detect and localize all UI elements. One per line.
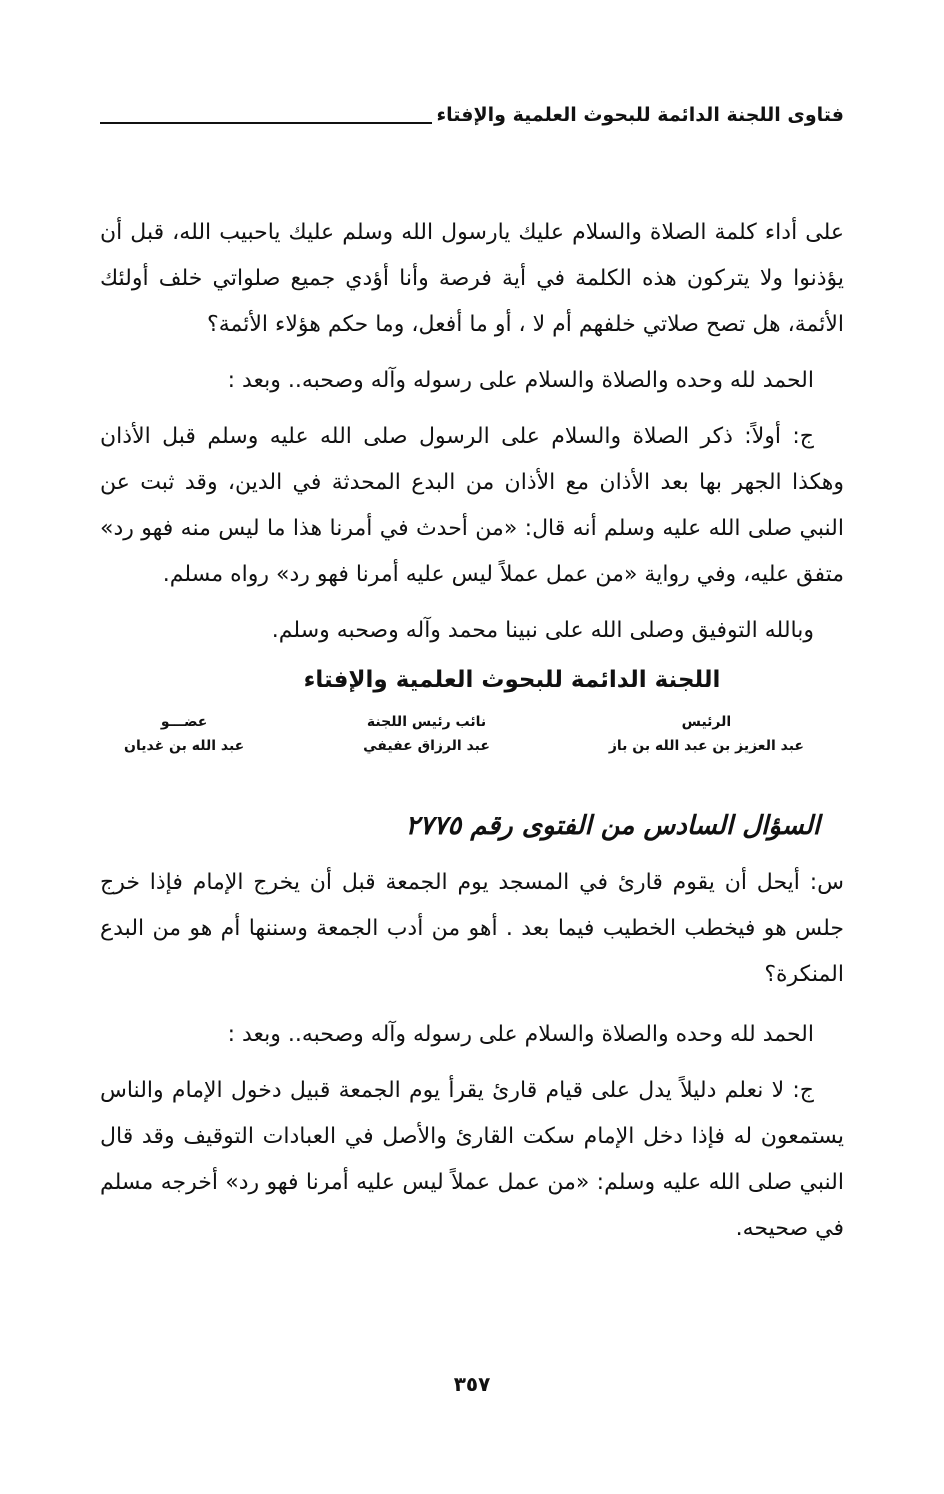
signatory-role: عضـــو: [160, 714, 208, 730]
signatory-name: عبد العزيز بن عبد الله بن باز: [608, 738, 804, 754]
praise-opening-2: الحمد لله وحده والصلاة والسلام على رسوله وآله وصحبه.. وبعد :: [227, 1022, 814, 1047]
committee-name: اللجنة الدائمة للبحوث العلمية والإفتاء: [303, 667, 721, 693]
answer-2: ج: لا نعلم دليلاً يدل على قيام قارئ يقرأ يوم الجمعة قبيل دخول الإمام والناس يستمعون له فإذا دخل الإمام سكت القارئ والأصل في العبادات التوقيف وقد قال النبي صلى الله عليه وسلم: «من عمل عملاً ليس عليه أمرنا فهو رد» أخرجه مسلم في صحيحه.: [100, 1078, 844, 1241]
question-2-heading: السؤال السادس من الفتوى رقم ٢٧٧٥: [405, 811, 820, 841]
signatory-name: عبد الرزاق عفيفي: [363, 738, 490, 754]
closing-prayer: وبالله التوفيق وصلى الله على نبينا محمد وآله وصحبه وسلم.: [271, 618, 814, 643]
signatory-vice-chairman: [363, 710, 490, 758]
question-2: س: أيحل أن يقوم قارئ في المسجد يوم الجمعة قبل أن يخرج الإمام فإذا خرج جلس هو فيخطب الخطيب فيما بعد . أهو من أدب الجمعة وسننها أم هو من البدع المنكرة؟: [100, 870, 844, 987]
praise-opening-1: الحمد لله وحده والصلاة والسلام على رسوله وآله وصحبه.. وبعد :: [227, 368, 814, 393]
signatory-chairman: [609, 710, 804, 758]
signatories: [124, 710, 804, 758]
signatory-role: الرئيس: [681, 714, 732, 730]
signatory-member: [124, 710, 244, 758]
running-header-title: فتاوى اللجنة الدائمة للبحوث العلمية والإفتاء: [436, 104, 844, 126]
answer-1: ج: أولاً: ذكر الصلاة والسلام على الرسول صلى الله عليه وسلم قبل الأذان وهكذا الجهر بها بعد الأذان مع الأذان من البدع المحدثة في الدين، وقد ثبت عن النبي صلى الله عليه وسلم أنه قال: «من أحدث في أمرنا هذا ما ليس منه فهو رد» متفق عليه، وفي رواية «من عمل عملاً ليس عليه أمرنا فهو رد» رواه مسلم.: [100, 424, 844, 587]
signatory-role: نائب رئيس اللجنة: [366, 714, 487, 730]
signatory-name: عبد الله بن غديان: [124, 738, 245, 754]
question-1-continuation: على أداء كلمة الصلاة والسلام عليك يارسول الله وسلم عليك ياحبيب الله، قبل أن يؤذنوا ولا يتركون هذه الكلمة في أية فرصة وأنا أؤدي جميع صلواتي خلف أولئك الأئمة، هل تصح صلاتي خلفهم أم لا ، أو ما أفعل، وما حكم هؤلاء الأئمة؟: [100, 220, 844, 337]
page-number: ٣٥٧: [453, 1372, 491, 1396]
running-header: [100, 96, 844, 130]
page-body: [100, 210, 844, 1252]
header-rule: [100, 122, 432, 124]
